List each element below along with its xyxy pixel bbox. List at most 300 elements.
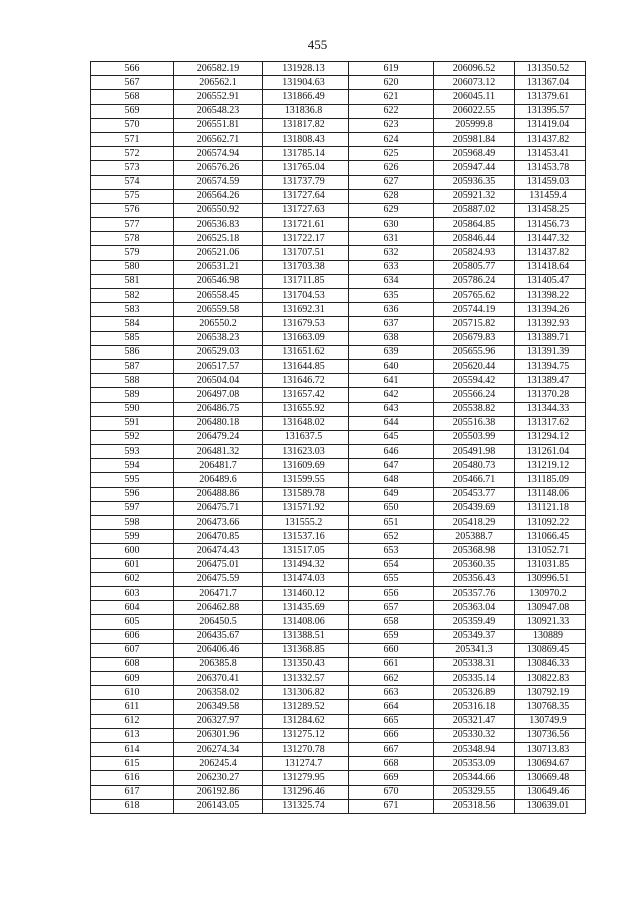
x-coordinate-cell: 205491.98: [434, 445, 515, 459]
table-row: [91, 402, 586, 416]
x-coordinate-cell: 206574.94: [174, 147, 263, 161]
point-number-cell: 626: [349, 161, 434, 175]
y-coordinate-cell: 131332.57: [263, 672, 349, 686]
x-coordinate-cell: 206475.71: [174, 501, 263, 515]
y-coordinate-cell: 131453.41: [515, 147, 586, 161]
point-number-cell: 610: [91, 686, 174, 700]
x-coordinate-cell: 206301.96: [174, 728, 263, 742]
y-coordinate-cell: 131453.78: [515, 161, 586, 175]
table-row: [91, 274, 586, 288]
point-number-cell: 637: [349, 317, 434, 331]
y-coordinate-cell: 131651.62: [263, 345, 349, 359]
y-coordinate-cell: 131419.04: [515, 118, 586, 132]
y-coordinate-cell: 131092.22: [515, 516, 586, 530]
point-number-cell: 664: [349, 700, 434, 714]
y-coordinate-cell: 131350.43: [263, 657, 349, 671]
point-number-cell: 621: [349, 90, 434, 104]
x-coordinate-cell: 206474.43: [174, 544, 263, 558]
point-number-cell: 654: [349, 558, 434, 572]
y-coordinate-cell: 131571.92: [263, 501, 349, 515]
table-row: [91, 501, 586, 515]
x-coordinate-cell: 206536.83: [174, 218, 263, 232]
y-coordinate-cell: 131294.12: [515, 430, 586, 444]
x-coordinate-cell: 205824.93: [434, 246, 515, 260]
x-coordinate-cell: 206558.45: [174, 289, 263, 303]
table-body: [91, 62, 586, 814]
point-number-cell: 609: [91, 672, 174, 686]
table-row: [91, 487, 586, 501]
table-row: [91, 728, 586, 742]
point-number-cell: 655: [349, 572, 434, 586]
table-row: [91, 303, 586, 317]
table-row: [91, 799, 586, 813]
point-number-cell: 597: [91, 501, 174, 515]
y-coordinate-cell: 130669.48: [515, 771, 586, 785]
point-number-cell: 659: [349, 629, 434, 643]
y-coordinate-cell: 131928.13: [263, 62, 349, 76]
y-coordinate-cell: 131836.8: [263, 104, 349, 118]
y-coordinate-cell: 131679.53: [263, 317, 349, 331]
x-coordinate-cell: 205353.09: [434, 757, 515, 771]
y-coordinate-cell: 131289.52: [263, 700, 349, 714]
x-coordinate-cell: 206529.03: [174, 345, 263, 359]
x-coordinate-cell: 206525.18: [174, 232, 263, 246]
x-coordinate-cell: 206475.01: [174, 558, 263, 572]
x-coordinate-cell: 205388.7: [434, 530, 515, 544]
point-number-cell: 636: [349, 303, 434, 317]
point-number-cell: 593: [91, 445, 174, 459]
y-coordinate-cell: 131052.71: [515, 544, 586, 558]
point-number-cell: 648: [349, 473, 434, 487]
y-coordinate-cell: 131296.46: [263, 785, 349, 799]
y-coordinate-cell: 131655.92: [263, 402, 349, 416]
x-coordinate-cell: 206479.24: [174, 430, 263, 444]
point-number-cell: 579: [91, 246, 174, 260]
y-coordinate-cell: 131517.05: [263, 544, 349, 558]
y-coordinate-cell: 131765.04: [263, 161, 349, 175]
x-coordinate-cell: 205679.83: [434, 331, 515, 345]
x-coordinate-cell: 206473.66: [174, 516, 263, 530]
x-coordinate-cell: 206582.19: [174, 62, 263, 76]
y-coordinate-cell: 131866.49: [263, 90, 349, 104]
y-coordinate-cell: 131721.61: [263, 218, 349, 232]
point-number-cell: 623: [349, 118, 434, 132]
point-number-cell: 657: [349, 601, 434, 615]
point-number-cell: 600: [91, 544, 174, 558]
x-coordinate-cell: 205363.04: [434, 601, 515, 615]
page-number: 455: [307, 37, 328, 52]
point-number-cell: 671: [349, 799, 434, 813]
point-number-cell: 617: [91, 785, 174, 799]
y-coordinate-cell: 131392.93: [515, 317, 586, 331]
x-coordinate-cell: 205330.32: [434, 728, 515, 742]
point-number-cell: 602: [91, 572, 174, 586]
y-coordinate-cell: 131637.5: [263, 430, 349, 444]
x-coordinate-cell: 205503.99: [434, 430, 515, 444]
table-row: [91, 317, 586, 331]
point-number-cell: 650: [349, 501, 434, 515]
y-coordinate-cell: 131657.42: [263, 388, 349, 402]
point-number-cell: 585: [91, 331, 174, 345]
y-coordinate-cell: 131589.78: [263, 487, 349, 501]
y-coordinate-cell: 131722.17: [263, 232, 349, 246]
point-number-cell: 591: [91, 416, 174, 430]
table-row: [91, 586, 586, 600]
x-coordinate-cell: 206497.08: [174, 388, 263, 402]
point-number-cell: 627: [349, 175, 434, 189]
y-coordinate-cell: 131435.69: [263, 601, 349, 615]
table-row: [91, 473, 586, 487]
y-coordinate-cell: 131459.4: [515, 189, 586, 203]
point-number-cell: 599: [91, 530, 174, 544]
point-number-cell: 658: [349, 615, 434, 629]
point-number-cell: 649: [349, 487, 434, 501]
x-coordinate-cell: 205805.77: [434, 260, 515, 274]
x-coordinate-cell: 205356.43: [434, 572, 515, 586]
y-coordinate-cell: 131646.72: [263, 374, 349, 388]
point-number-cell: 629: [349, 203, 434, 217]
y-coordinate-cell: 131031.85: [515, 558, 586, 572]
point-number-cell: 586: [91, 345, 174, 359]
point-number-cell: 598: [91, 516, 174, 530]
x-coordinate-cell: 206450.5: [174, 615, 263, 629]
point-number-cell: 584: [91, 317, 174, 331]
x-coordinate-cell: 206562.71: [174, 132, 263, 146]
x-coordinate-cell: 205326.89: [434, 686, 515, 700]
table-row: [91, 189, 586, 203]
table-row: [91, 246, 586, 260]
point-number-cell: 616: [91, 771, 174, 785]
point-number-cell: 635: [349, 289, 434, 303]
x-coordinate-cell: 206481.7: [174, 459, 263, 473]
point-number-cell: 604: [91, 601, 174, 615]
point-number-cell: 614: [91, 743, 174, 757]
x-coordinate-cell: 206385.8: [174, 657, 263, 671]
x-coordinate-cell: 206550.2: [174, 317, 263, 331]
point-number-cell: 651: [349, 516, 434, 530]
point-number-cell: 589: [91, 388, 174, 402]
y-coordinate-cell: 131555.2: [263, 516, 349, 530]
x-coordinate-cell: 205341.3: [434, 643, 515, 657]
y-coordinate-cell: 131367.04: [515, 76, 586, 90]
y-coordinate-cell: 130713.83: [515, 743, 586, 757]
point-number-cell: 662: [349, 672, 434, 686]
y-coordinate-cell: 131703.38: [263, 260, 349, 274]
y-coordinate-cell: 131494.32: [263, 558, 349, 572]
y-coordinate-cell: 131344.33: [515, 402, 586, 416]
x-coordinate-cell: 205516.38: [434, 416, 515, 430]
x-coordinate-cell: 205357.76: [434, 586, 515, 600]
point-number-cell: 622: [349, 104, 434, 118]
point-number-cell: 595: [91, 473, 174, 487]
x-coordinate-cell: 206462.88: [174, 601, 263, 615]
y-coordinate-cell: 131447.32: [515, 232, 586, 246]
x-coordinate-cell: 205329.55: [434, 785, 515, 799]
x-coordinate-cell: 205936.35: [434, 175, 515, 189]
x-coordinate-cell: 206327.97: [174, 714, 263, 728]
y-coordinate-cell: 131474.03: [263, 572, 349, 586]
point-number-cell: 605: [91, 615, 174, 629]
y-coordinate-cell: 130694.67: [515, 757, 586, 771]
y-coordinate-cell: 131148.06: [515, 487, 586, 501]
x-coordinate-cell: 206143.05: [174, 799, 263, 813]
point-number-cell: 568: [91, 90, 174, 104]
x-coordinate-cell: 205968.49: [434, 147, 515, 161]
y-coordinate-cell: 130846.33: [515, 657, 586, 671]
y-coordinate-cell: 131704.53: [263, 289, 349, 303]
table-row: [91, 643, 586, 657]
point-number-cell: 570: [91, 118, 174, 132]
table-row: [91, 771, 586, 785]
y-coordinate-cell: 131808.43: [263, 132, 349, 146]
table-row: [91, 686, 586, 700]
y-coordinate-cell: 131284.62: [263, 714, 349, 728]
table-row: [91, 388, 586, 402]
point-number-cell: 606: [91, 629, 174, 643]
table-row: [91, 416, 586, 430]
table-row: [91, 147, 586, 161]
x-coordinate-cell: 205921.32: [434, 189, 515, 203]
y-coordinate-cell: 130947.08: [515, 601, 586, 615]
y-coordinate-cell: 131405.47: [515, 274, 586, 288]
x-coordinate-cell: 205999.8: [434, 118, 515, 132]
x-coordinate-cell: 206475.59: [174, 572, 263, 586]
x-coordinate-cell: 205480.73: [434, 459, 515, 473]
y-coordinate-cell: 131391.39: [515, 345, 586, 359]
x-coordinate-cell: 206552.91: [174, 90, 263, 104]
x-coordinate-cell: 206538.23: [174, 331, 263, 345]
x-coordinate-cell: 205765.62: [434, 289, 515, 303]
x-coordinate-cell: 206406.46: [174, 643, 263, 657]
point-number-cell: 608: [91, 657, 174, 671]
x-coordinate-cell: 206096.52: [434, 62, 515, 76]
y-coordinate-cell: 130768.35: [515, 700, 586, 714]
point-number-cell: 583: [91, 303, 174, 317]
x-coordinate-cell: 206480.18: [174, 416, 263, 430]
y-coordinate-cell: 131458.25: [515, 203, 586, 217]
x-coordinate-cell: 206564.26: [174, 189, 263, 203]
point-number-cell: 634: [349, 274, 434, 288]
x-coordinate-cell: 205887.02: [434, 203, 515, 217]
y-coordinate-cell: 131599.55: [263, 473, 349, 487]
point-number-cell: 581: [91, 274, 174, 288]
y-coordinate-cell: 131437.82: [515, 246, 586, 260]
point-number-cell: 619: [349, 62, 434, 76]
x-coordinate-cell: 206045.11: [434, 90, 515, 104]
point-number-cell: 566: [91, 62, 174, 76]
x-coordinate-cell: 205981.84: [434, 132, 515, 146]
table-row: [91, 785, 586, 799]
y-coordinate-cell: 131350.52: [515, 62, 586, 76]
y-coordinate-cell: 131707.51: [263, 246, 349, 260]
y-coordinate-cell: 131121.18: [515, 501, 586, 515]
table-row: [91, 430, 586, 444]
point-number-cell: 669: [349, 771, 434, 785]
table-row: [91, 374, 586, 388]
y-coordinate-cell: 131623.03: [263, 445, 349, 459]
x-coordinate-cell: 205316.18: [434, 700, 515, 714]
y-coordinate-cell: 131648.02: [263, 416, 349, 430]
y-coordinate-cell: 131459.03: [515, 175, 586, 189]
x-coordinate-cell: 205744.19: [434, 303, 515, 317]
point-number-cell: 661: [349, 657, 434, 671]
point-number-cell: 613: [91, 728, 174, 742]
y-coordinate-cell: 130822.83: [515, 672, 586, 686]
point-number-cell: 632: [349, 246, 434, 260]
x-coordinate-cell: 206551.81: [174, 118, 263, 132]
y-coordinate-cell: 131261.04: [515, 445, 586, 459]
point-number-cell: 666: [349, 728, 434, 742]
table-row: [91, 203, 586, 217]
y-coordinate-cell: 130749.9: [515, 714, 586, 728]
x-coordinate-cell: 206486.75: [174, 402, 263, 416]
y-coordinate-cell: 131418.64: [515, 260, 586, 274]
point-number-cell: 642: [349, 388, 434, 402]
point-number-cell: 640: [349, 359, 434, 373]
point-number-cell: 587: [91, 359, 174, 373]
y-coordinate-cell: 131609.69: [263, 459, 349, 473]
y-coordinate-cell: 131066.45: [515, 530, 586, 544]
x-coordinate-cell: 205368.98: [434, 544, 515, 558]
table-row: [91, 714, 586, 728]
table-row: [91, 615, 586, 629]
table-row: [91, 345, 586, 359]
y-coordinate-cell: 131389.47: [515, 374, 586, 388]
x-coordinate-cell: 206550.92: [174, 203, 263, 217]
point-number-cell: 652: [349, 530, 434, 544]
x-coordinate-cell: 206531.21: [174, 260, 263, 274]
y-coordinate-cell: 131663.09: [263, 331, 349, 345]
y-coordinate-cell: 131460.12: [263, 586, 349, 600]
table-row: [91, 331, 586, 345]
point-number-cell: 644: [349, 416, 434, 430]
y-coordinate-cell: 131537.16: [263, 530, 349, 544]
y-coordinate-cell: 131395.57: [515, 104, 586, 118]
x-coordinate-cell: 206517.57: [174, 359, 263, 373]
point-number-cell: 592: [91, 430, 174, 444]
table-row: [91, 445, 586, 459]
y-coordinate-cell: 131456.73: [515, 218, 586, 232]
x-coordinate-cell: 205453.77: [434, 487, 515, 501]
table-row: [91, 459, 586, 473]
x-coordinate-cell: 205715.82: [434, 317, 515, 331]
point-number-cell: 641: [349, 374, 434, 388]
point-number-cell: 569: [91, 104, 174, 118]
table-row: [91, 700, 586, 714]
table-row: [91, 672, 586, 686]
point-number-cell: 638: [349, 331, 434, 345]
x-coordinate-cell: 206562.1: [174, 76, 263, 90]
x-coordinate-cell: 206574.59: [174, 175, 263, 189]
table-row: [91, 359, 586, 373]
y-coordinate-cell: 131817.82: [263, 118, 349, 132]
table-row: [91, 289, 586, 303]
table-row: [91, 132, 586, 146]
table-row: [91, 161, 586, 175]
point-number-cell: 625: [349, 147, 434, 161]
point-number-cell: 631: [349, 232, 434, 246]
table-row: [91, 629, 586, 643]
x-coordinate-cell: 206521.06: [174, 246, 263, 260]
x-coordinate-cell: 205418.29: [434, 516, 515, 530]
y-coordinate-cell: 131325.74: [263, 799, 349, 813]
point-number-cell: 575: [91, 189, 174, 203]
table-row: [91, 657, 586, 671]
point-number-cell: 615: [91, 757, 174, 771]
y-coordinate-cell: 131737.79: [263, 175, 349, 189]
table-row: [91, 530, 586, 544]
y-coordinate-cell: 131394.75: [515, 359, 586, 373]
x-coordinate-cell: 206471.7: [174, 586, 263, 600]
table-row: [91, 572, 586, 586]
x-coordinate-cell: 205846.44: [434, 232, 515, 246]
point-number-cell: 572: [91, 147, 174, 161]
y-coordinate-cell: 130869.45: [515, 643, 586, 657]
x-coordinate-cell: 206481.32: [174, 445, 263, 459]
table-row: [91, 757, 586, 771]
x-coordinate-cell: 206230.27: [174, 771, 263, 785]
point-number-cell: 630: [349, 218, 434, 232]
x-coordinate-cell: 205349.37: [434, 629, 515, 643]
y-coordinate-cell: 130996.51: [515, 572, 586, 586]
point-number-cell: 628: [349, 189, 434, 203]
x-coordinate-cell: 205786.24: [434, 274, 515, 288]
x-coordinate-cell: 205344.66: [434, 771, 515, 785]
x-coordinate-cell: 205947.44: [434, 161, 515, 175]
y-coordinate-cell: 130736.56: [515, 728, 586, 742]
x-coordinate-cell: 206546.98: [174, 274, 263, 288]
y-coordinate-cell: 131711.85: [263, 274, 349, 288]
x-coordinate-cell: 205348.94: [434, 743, 515, 757]
x-coordinate-cell: 206435.67: [174, 629, 263, 643]
x-coordinate-cell: 206576.26: [174, 161, 263, 175]
y-coordinate-cell: 131306.82: [263, 686, 349, 700]
x-coordinate-cell: 205359.49: [434, 615, 515, 629]
y-coordinate-cell: 130639.01: [515, 799, 586, 813]
point-number-cell: 667: [349, 743, 434, 757]
y-coordinate-cell: 131394.26: [515, 303, 586, 317]
y-coordinate-cell: 131437.82: [515, 132, 586, 146]
y-coordinate-cell: 131389.71: [515, 331, 586, 345]
y-coordinate-cell: 131398.22: [515, 289, 586, 303]
point-number-cell: 656: [349, 586, 434, 600]
point-number-cell: 670: [349, 785, 434, 799]
point-number-cell: 582: [91, 289, 174, 303]
x-coordinate-cell: 206504.04: [174, 374, 263, 388]
point-number-cell: 580: [91, 260, 174, 274]
x-coordinate-cell: 206274.34: [174, 743, 263, 757]
table-row: [91, 62, 586, 76]
table-row: [91, 516, 586, 530]
point-number-cell: 601: [91, 558, 174, 572]
x-coordinate-cell: 205620.44: [434, 359, 515, 373]
y-coordinate-cell: 131275.12: [263, 728, 349, 742]
x-coordinate-cell: 206489.6: [174, 473, 263, 487]
point-number-cell: 665: [349, 714, 434, 728]
point-number-cell: 618: [91, 799, 174, 813]
point-number-cell: 578: [91, 232, 174, 246]
point-number-cell: 574: [91, 175, 174, 189]
table-row: [91, 601, 586, 615]
y-coordinate-cell: 131727.64: [263, 189, 349, 203]
point-number-cell: 588: [91, 374, 174, 388]
x-coordinate-cell: 205338.31: [434, 657, 515, 671]
x-coordinate-cell: 206488.86: [174, 487, 263, 501]
x-coordinate-cell: 205318.56: [434, 799, 515, 813]
point-number-cell: 620: [349, 76, 434, 90]
point-number-cell: 663: [349, 686, 434, 700]
table-row: [91, 104, 586, 118]
